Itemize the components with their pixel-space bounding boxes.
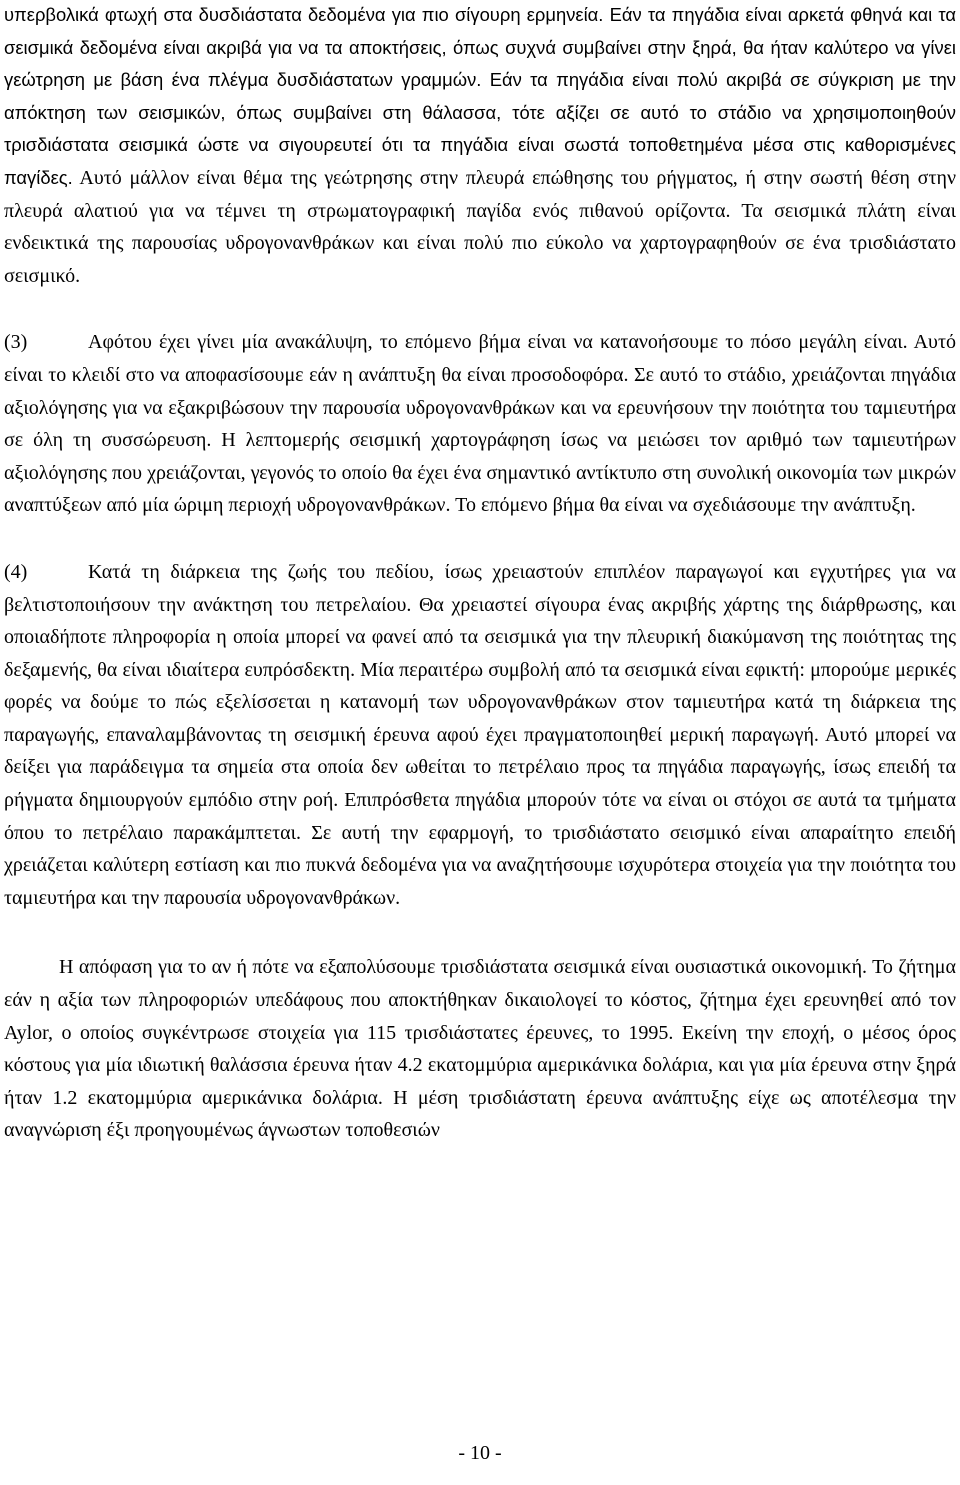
- list-item-3-text: Αφότου έχει γίνει μία ανακάλυψη, το επόμενο βήμα είναι να κατανοήσουμε το πόσο μεγάλη είναι. Αυτό είναι το κλειδί στο να αποφασίσουμε εάν η ανάπτυξη θα είναι προσοδοφόρα. Σε αυτό το στάδιο, χρειάζονται πηγάδια αξιολόγησης για να εξακριβώσουν την παρουσία υδρογονανθράκων και να ερευνήσουν την ποιότητα του ταμιευτήρα σε όλη τη συσσώρευση. Η λεπτομερής σεισμική χαρτογράφηση ίσως να μειώσει τον αριθμό των ταμιευτήρων αξιολόγησης που χρειάζονται, γεγονός το οποίο θα έχει ένα σημαντικό αντίκτυπο στη συνολική οικονομία των μικρών αναπτύξεων από μία ώριμη περιοχή υδρογονανθράκων. Το επόμενο βήμα θα είναι να σχεδιάσουμε την ανάπτυξη.: [4, 331, 956, 517]
- closing-paragraph: Η απόφαση για το αν ή πότε να εξαπολύσουμε τρισδιάστατα σεισμικά είναι ουσιαστικά οικονομική. Το ζήτημα εάν η αξία των πληροφοριών υπεδάφους που αποκτήθηκαν δικαιολογεί το κόστος, ζήτημα έχει ερευνηθεί από τον Aylor, ο οποίος συγκέντρωσε στοιχεία για 115 τρισδιάστατες έρευνες, το 1995. Εκείνη την εποχή, ο μέσος όρος κόστους για μία ιδιωτική θαλάσσια έρευνα ήταν 4.2 εκατομμύρια αμερικάνικα δολάρια, και για μία έρευνα στην ξηρά ήταν 1.2 εκατομμύρια αμερικάνικα δολάρια. Η μέση τρισδιάστατη έρευνα ανάπτυξης είχε ως αποτέλεσμα την αναγνώριση έξι προηγουμένως άγνωστων τοποθεσιών: [4, 956, 956, 1142]
- spacer: [4, 292, 956, 326]
- paragraph-sentence-serif-1: Αυτό μάλλον είναι θέμα της γεώτρησης στην πλευρά επώθησης του ρήγματος, ή στην σωστή θέση στην πλευρά αλατιού για να τέμνει τη στρωματογραφική παγίδα ενός πιθανού ορίζοντα.: [4, 166, 956, 222]
- page-number: - 10 -: [458, 1442, 502, 1464]
- spacer: [4, 522, 956, 556]
- list-item-4: [4, 556, 956, 915]
- paragraph-sentence-serif-2: Τα σεισμικά πλάτη είναι ενδεικτικά της παρουσίας υδρογονανθράκων και είναι πολύ πιο εύκολο να χαρτογραφηθούν σε ένα τρισδιάστατο σεισμικό.: [4, 199, 956, 287]
- list-item-4-text: Κατά τη διάρκεια της ζωής του πεδίου, ίσως χρειαστούν επιπλέον παραγωγοί και εγχυτήρες για να βελτιστοποιήσουν την ανάκτηση του πετρελαίου. Θα χρειαστεί σίγουρα ένας ακριβής χάρτης της διάρθρωσης, και οποιαδήποτε πληροφορία η οποία μπορεί να φανεί από τα σεισμικά για την πλευρική διακύμανση της ποιότητας της δεξαμενής, θα είναι ιδιαίτερα ευπρόσδεκτη. Μία περαιτέρω συμβολή από τα σεισμικά είναι εφικτή: μπορούμε μερικές φορές να δούμε το πώς εξελίσσεται η κατανομή των υδρογονανθράκων στον ταμιευτήρα κατά τη διάρκεια της παραγωγής, επαναλαμβάνοντας τη σεισμική έρευνα αφού έχει πραγματοποιηθεί μερική παραγωγή. Αυτό μπορεί να δείξει για παράδειγμα τα σημεία στα οποία δεν ωθείται το πετρέλαιο προς τα πηγάδια παραγωγής, ίσως επειδή τα ρήγματα δημιουργούν εμπόδιο στην ροή. Επιπρόσθετα πηγάδια μπορούν τότε να είναι οι στόχοι σε αυτά τα τμήματα όπου το πετρέλαιο παρακάμπτεται. Σε αυτή την εφαρμογή, το τρισδιάστατο σεισμικό είναι απαραίτητο επειδή χρειάζεται καλύτερη εστίαση και πιο πυκνά δεδομένα για να αναζητήσουμε ισχυρότερα στοιχεία για την ποιότητα του ταμιευτήρα και την παρουσία υδρογονανθράκων.: [4, 560, 956, 909]
- paragraph-sentences-sans: υπερβολικά φτωχή στα δυσδιάστατα δεδομένα για πιο σίγουρη ερμηνεία. Εάν τα πηγάδια είναι αρκετά φθηνά και τα σεισμικά δεδομένα είναι ακριβά για να τα αποκτήσεις, όπως συχνά συμβαίνει στην ξηρά, θα ήταν καλύτερο να γίνει γεώτρηση με βάση ένα πλέγμα δυσδιάστατων γραμμών. Εάν τα πηγάδια είναι πολύ ακριβά σε σύγκριση με την απόκτηση των σεισμικών, όπως συμβαίνει στη θάλασσα, τότε αξίζει σε αυτό το στάδιο να χρησιμοποιηθούν τρισδιάστατα σεισμικά ώστε να σιγουρευτεί ότι τα πηγάδια είναι σωστά τοποθετημένα μέσα στις καθορισμένες παγίδες.: [4, 4, 956, 188]
- list-item-4-number: (4): [4, 560, 28, 583]
- list-item-3-number: (3): [4, 331, 28, 354]
- spacer: [4, 914, 956, 951]
- paragraph-continuation: [4, 0, 956, 292]
- list-item-3: [4, 326, 956, 522]
